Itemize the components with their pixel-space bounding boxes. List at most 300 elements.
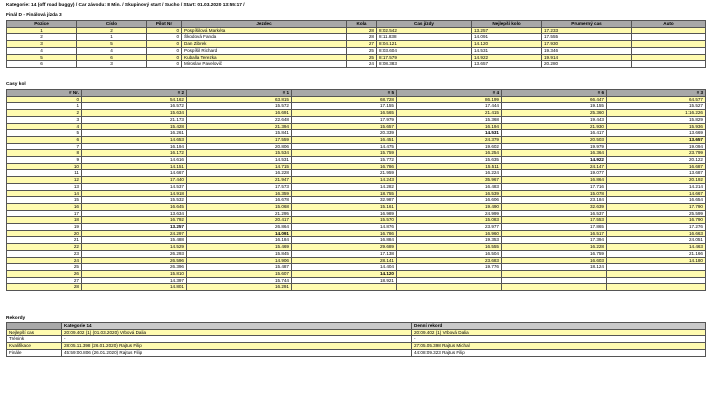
lap-time: 14.616	[82, 157, 187, 164]
final-col-header: Pozice	[7, 21, 77, 28]
lap-time: 24.147	[502, 163, 607, 170]
table-row	[7, 257, 706, 264]
lap-time: 14.715	[187, 163, 292, 170]
lap-time: 19.776	[397, 264, 502, 271]
table-row	[7, 103, 706, 110]
lap-time: 16.172	[82, 150, 187, 157]
laps-header-row	[7, 90, 706, 97]
final-cell: 28	[347, 34, 377, 41]
lap-time: 19.490	[397, 203, 502, 210]
table-row	[7, 210, 706, 217]
lap-number: 12	[7, 177, 82, 184]
final-cell: Škodová Fanda	[182, 34, 347, 41]
lap-time: 14.243	[292, 177, 397, 184]
lap-time: 16.483	[397, 183, 502, 190]
lap-time: 19.077	[502, 170, 607, 177]
table-row	[7, 123, 706, 130]
lap-time: 15.810	[82, 270, 187, 277]
lap-time: 16.864	[502, 177, 607, 184]
final-cell: 17.233	[542, 27, 632, 34]
lap-time: 13.687	[607, 170, 706, 177]
final-cell: 13.257	[472, 27, 542, 34]
final-cell: 24	[347, 61, 377, 68]
lap-time: 35.967	[397, 177, 502, 184]
table-row	[7, 61, 706, 68]
lap-time	[502, 277, 607, 284]
lap-time: 20.192	[607, 177, 706, 184]
lap-time: 15.936	[607, 123, 706, 130]
laps-col-header: # 6	[502, 90, 607, 97]
lap-number: 11	[7, 170, 82, 177]
lap-time: 15.527	[607, 103, 706, 110]
table-row	[7, 349, 706, 356]
table-row	[7, 110, 706, 117]
table-row	[7, 250, 706, 257]
final-cell: 19.914	[542, 54, 632, 61]
lap-time: 16.960	[397, 230, 502, 237]
lap-time: 19.602	[397, 143, 502, 150]
lap-time: 14.475	[292, 143, 397, 150]
lap-time: 32.639	[502, 203, 607, 210]
lap-time: 13.634	[82, 210, 187, 217]
lap-time: 17.865	[502, 224, 607, 231]
lap-time: 15.368	[397, 116, 502, 123]
record-value: -	[62, 336, 412, 343]
lap-time: 21.959	[292, 170, 397, 177]
final-cell: 0	[147, 54, 182, 61]
final-cell: 8:02.542	[377, 27, 472, 34]
final-cell: Pospíšilová Markéta	[182, 27, 347, 34]
lap-number: 4	[7, 123, 82, 130]
lap-time: 14.529	[82, 244, 187, 251]
lap-time: 24.379	[397, 136, 502, 143]
lap-time: 15.657	[292, 123, 397, 130]
lap-time: 16.759	[502, 250, 607, 257]
lap-time: 16.884	[292, 237, 397, 244]
lap-time: 23.184	[502, 197, 607, 204]
lap-time: 17.790	[607, 203, 706, 210]
lap-time: 24.999	[397, 210, 502, 217]
final-cell: 5	[7, 54, 77, 61]
lap-time: 15.078	[502, 190, 607, 197]
final-cell: 1	[77, 34, 147, 41]
lap-time	[502, 284, 607, 291]
lap-time: 64.577	[607, 96, 706, 103]
lap-time: 15.744	[187, 277, 292, 284]
lap-time: 24.297	[82, 230, 187, 237]
lap-time: 20.806	[187, 143, 292, 150]
lap-time: 16.645	[82, 203, 187, 210]
lap-time: 14.282	[292, 183, 397, 190]
final-col-header: Kola	[347, 21, 377, 28]
lap-number: 1	[7, 103, 82, 110]
lap-number: 7	[7, 143, 82, 150]
table-row	[7, 116, 706, 123]
lap-time: 16.786	[292, 163, 397, 170]
final-cell: 6	[7, 61, 77, 68]
table-row	[7, 264, 706, 271]
lap-time	[607, 284, 706, 291]
lap-times-table	[6, 89, 706, 291]
table-row	[7, 244, 706, 251]
lap-time: 13.257	[82, 224, 187, 231]
final-results-table	[6, 20, 706, 68]
final-header-row	[7, 21, 706, 28]
lap-time	[502, 270, 607, 277]
final-cell: 14.531	[472, 47, 542, 54]
final-cell: 8:11.838	[377, 34, 472, 41]
final-cell: 19.346	[542, 47, 632, 54]
lap-number: 20	[7, 230, 82, 237]
lap-number: 14	[7, 190, 82, 197]
table-row	[7, 177, 706, 184]
table-row	[7, 143, 706, 150]
lap-time: 18.124	[502, 264, 607, 271]
final-cell: 2	[7, 34, 77, 41]
table-row	[7, 224, 706, 231]
lap-time: 14.404	[292, 264, 397, 271]
final-col-header: Pilot Nr	[147, 21, 182, 28]
lap-time: 18.755	[292, 190, 397, 197]
records-title: Rekordy	[6, 316, 26, 321]
lap-time: 16.691	[187, 110, 292, 117]
lap-time: 13.657	[607, 136, 706, 143]
final-cell	[632, 47, 706, 54]
table-row	[7, 183, 706, 190]
lap-time: 26.864	[187, 224, 292, 231]
final-col-header: Nejlepší kolo	[472, 21, 542, 28]
final-cell: 20.280	[542, 61, 632, 68]
lap-number: 15	[7, 197, 82, 204]
final-cell: 8:17.579	[377, 54, 472, 61]
final-cell: 14.120	[472, 41, 542, 48]
lap-time	[607, 270, 706, 277]
final-cell	[632, 41, 706, 48]
final-cell: Kuballa Terezka	[182, 54, 347, 61]
lap-time: 21.930	[502, 123, 607, 130]
lap-time: 16.654	[607, 197, 706, 204]
lap-time: 16.603	[502, 257, 607, 264]
lap-time: 15.469	[187, 244, 292, 251]
lap-number: 26	[7, 270, 82, 277]
lap-time: 26.596	[82, 257, 187, 264]
final-cell: 17.555	[542, 34, 632, 41]
final-cell: 25	[347, 47, 377, 54]
lap-time: 54.162	[82, 96, 187, 103]
lap-time: 14.537	[82, 183, 187, 190]
lap-time: 15.161	[292, 203, 397, 210]
lap-time: 20.417	[187, 217, 292, 224]
lap-time: 15.829	[607, 116, 706, 123]
laps-col-header: # 3	[607, 90, 706, 97]
laps-col-header: # 1	[187, 90, 292, 97]
lap-time: 16.606	[397, 197, 502, 204]
lap-time: 16.194	[82, 143, 187, 150]
final-col-header: Císlo	[77, 21, 147, 28]
lap-time: 17.716	[502, 183, 607, 190]
lap-time: 17.394	[502, 237, 607, 244]
lap-time: 68.728	[292, 96, 397, 103]
table-row	[7, 329, 706, 336]
lap-time: 16.539	[397, 190, 502, 197]
records-header-row	[7, 323, 706, 330]
final-cell: 0	[147, 47, 182, 54]
lap-time: 18.921	[292, 277, 397, 284]
table-row	[7, 197, 706, 204]
lap-time: 17.155	[292, 103, 397, 110]
record-value: 45:59:00.806 (26.01.2020) Rajtus Filip	[62, 349, 412, 356]
lap-number: 9	[7, 157, 82, 164]
lap-time: 21.173	[82, 116, 187, 123]
lap-number: 28	[7, 284, 82, 291]
final-cell: 2	[77, 27, 147, 34]
table-row	[7, 203, 706, 210]
lap-time: 21.394	[187, 123, 292, 130]
table-row	[7, 343, 706, 350]
lap-time: 16.224	[397, 170, 502, 177]
lap-time	[607, 277, 706, 284]
lap-time: 14.801	[82, 284, 187, 291]
final-cell	[632, 34, 706, 41]
lap-number: 10	[7, 163, 82, 170]
laps-col-header: # 4	[397, 90, 502, 97]
table-row	[7, 170, 706, 177]
records-table	[6, 322, 706, 357]
lap-time: 19.443	[502, 116, 607, 123]
record-value: 27:05.05.398 Rajtus Michal	[412, 343, 706, 350]
records-col-header: Denní rekord	[412, 323, 706, 330]
lap-time: 15.083	[397, 217, 502, 224]
lap-time: 24.051	[607, 237, 706, 244]
final-cell: 0	[147, 61, 182, 68]
lap-time: 19.353	[397, 237, 502, 244]
lap-time: 15.572	[187, 103, 292, 110]
lap-time: 16.555	[397, 244, 502, 251]
lap-time: 17.444	[397, 103, 502, 110]
lap-time: 16.364	[502, 150, 607, 157]
lap-time: 16.291	[187, 284, 292, 291]
final-cell: 5	[77, 41, 147, 48]
lap-time: 14.120	[292, 270, 397, 277]
final-cell: 6	[77, 54, 147, 61]
lap-time: 28.141	[292, 257, 397, 264]
lap-time: 20.122	[607, 157, 706, 164]
lap-time: 16.184	[187, 237, 292, 244]
lap-time	[292, 284, 397, 291]
record-label: Finále	[7, 349, 62, 356]
table-row	[7, 27, 706, 34]
lap-number: 27	[7, 277, 82, 284]
lap-time: 23.683	[397, 257, 502, 264]
table-row	[7, 130, 706, 137]
lap-time: 21.415	[397, 110, 502, 117]
lap-time: 16.194	[397, 123, 502, 130]
lap-time: 1:16.226	[607, 110, 706, 117]
lap-number: 2	[7, 110, 82, 117]
lap-time: 15.635	[397, 157, 502, 164]
records-col-header	[7, 323, 62, 330]
table-row	[7, 284, 706, 291]
lap-number: 25	[7, 264, 82, 271]
lap-number: 23	[7, 250, 82, 257]
lap-time: 17.553	[502, 217, 607, 224]
lap-time: 16.504	[397, 250, 502, 257]
table-row	[7, 277, 706, 284]
record-label: Nejlepší cas	[7, 329, 62, 336]
lap-time: 14.922	[502, 157, 607, 164]
laps-col-header: # 2	[82, 90, 187, 97]
final-cell	[632, 54, 706, 61]
lap-time: 16.261	[82, 130, 187, 137]
lap-time: 21.295	[187, 210, 292, 217]
table-row	[7, 136, 706, 143]
final-col-header: Auto	[632, 21, 706, 28]
table-row	[7, 230, 706, 237]
records-col-header: Kategorie 14	[62, 323, 412, 330]
lap-time: 14.918	[82, 190, 187, 197]
lap-time: 14.667	[82, 170, 187, 177]
lap-time: 23.799	[607, 150, 706, 157]
final-col-header: Jezdec	[182, 21, 347, 28]
lap-time: 15.428	[82, 123, 187, 130]
lap-number: 16	[7, 203, 82, 210]
lap-time: 16.417	[502, 130, 607, 137]
final-col-header: Cas jízdy	[377, 21, 472, 28]
final-cell: 25	[347, 54, 377, 61]
record-value: 44:08:09.323 Rajtus Filip	[412, 349, 706, 356]
final-cell: 3	[7, 41, 77, 48]
lap-time: 16.786	[292, 230, 397, 237]
table-row	[7, 336, 706, 343]
lap-time: 14.151	[82, 163, 187, 170]
lap-number: 8	[7, 150, 82, 157]
lap-time	[397, 277, 502, 284]
lap-number: 13	[7, 183, 82, 190]
final-cell: 0	[147, 27, 182, 34]
lap-time: 15.845	[187, 250, 292, 257]
lap-time: 25.360	[502, 110, 607, 117]
final-col-header: Prumerný cas	[542, 21, 632, 28]
lap-time	[397, 270, 502, 277]
lap-time: 15.841	[187, 130, 292, 137]
lap-time: 16.790	[607, 217, 706, 224]
lap-time: 16.572	[82, 103, 187, 110]
lap-time: 26.293	[82, 250, 187, 257]
lap-time: 66.447	[502, 96, 607, 103]
lap-number: 3	[7, 116, 82, 123]
final-cell: 4	[7, 47, 77, 54]
record-value: 20:09.402 (1) Vrbová Dalia	[412, 329, 706, 336]
lap-time: 15.634	[82, 110, 187, 117]
lap-number: 6	[7, 136, 82, 143]
lap-time: 14.906	[187, 257, 292, 264]
final-cell: Dan Zibrek	[182, 41, 347, 48]
table-row	[7, 270, 706, 277]
laps-col-header: # Nr.	[7, 90, 82, 97]
lap-time: 19.979	[502, 143, 607, 150]
lap-time: 16.517	[502, 230, 607, 237]
lap-time: 19.155	[502, 103, 607, 110]
final-cell	[632, 61, 706, 68]
lap-time: 16.687	[607, 163, 706, 170]
final-cell: 28	[347, 27, 377, 34]
lap-number: 19	[7, 224, 82, 231]
lap-time: 19.094	[607, 143, 706, 150]
lap-number: 24	[7, 257, 82, 264]
lap-time: 15.487	[187, 264, 292, 271]
lap-time: 63.815	[187, 96, 292, 103]
lap-time: 17.138	[292, 250, 397, 257]
table-row	[7, 47, 706, 54]
table-row	[7, 34, 706, 41]
final-cell: 0	[147, 34, 182, 41]
lap-time: 14.397	[82, 277, 187, 284]
lap-time: 14.091	[187, 230, 292, 237]
final-cell: 27	[347, 41, 377, 48]
lap-time: 14.214	[607, 183, 706, 190]
lap-time: 14.463	[607, 244, 706, 251]
record-value: 20:09.402 (1) (01.03.2020) Vrbová Dalia	[62, 329, 412, 336]
lap-time: 14.653	[82, 136, 187, 143]
table-row	[7, 163, 706, 170]
record-label: Kvalifikace	[7, 343, 62, 350]
lap-number: 17	[7, 210, 82, 217]
final-cell: 13.657	[472, 61, 542, 68]
lap-time: 23.977	[397, 224, 502, 231]
lap-time: 14.531	[397, 130, 502, 137]
lap-number: 22	[7, 244, 82, 251]
lap-time: 16.678	[187, 197, 292, 204]
lap-time	[397, 284, 502, 291]
table-row	[7, 41, 706, 48]
final-cell: 3	[77, 61, 147, 68]
lap-time: 15.532	[82, 197, 187, 204]
lap-time: 14.180	[607, 257, 706, 264]
lap-time: 17.979	[292, 116, 397, 123]
lap-time: 26.396	[82, 264, 187, 271]
final-title: Finál D - Finálová jízda 3	[6, 13, 62, 18]
laps-title: Casy kol	[6, 82, 26, 87]
lap-time: 16.451	[292, 136, 397, 143]
lap-time: 17.573	[187, 183, 292, 190]
lap-time: 15.570	[292, 217, 397, 224]
lap-time: 21.947	[187, 177, 292, 184]
lap-number: 0	[7, 96, 82, 103]
lap-time: 16.792	[82, 217, 187, 224]
lap-time: 21.166	[607, 250, 706, 257]
lap-time: 16.228	[502, 244, 607, 251]
lap-time: 13.669	[607, 130, 706, 137]
lap-time: 15.607	[187, 270, 292, 277]
final-cell: 14.091	[472, 34, 542, 41]
lap-time: 15.759	[292, 150, 397, 157]
lap-time: 15.511	[397, 163, 502, 170]
lap-time: 16.254	[397, 150, 502, 157]
record-value: 28:05.11.398 (26.01.2020) Rajtus Filip	[62, 343, 412, 350]
table-row	[7, 190, 706, 197]
final-cell: 8:04.121	[377, 41, 472, 48]
final-cell	[632, 27, 706, 34]
table-row	[7, 96, 706, 103]
table-row	[7, 150, 706, 157]
lap-time	[607, 264, 706, 271]
lap-time: 16.228	[187, 170, 292, 177]
lap-time: 29.689	[292, 244, 397, 251]
lap-time: 16.565	[292, 110, 397, 117]
table-row	[7, 54, 706, 61]
lap-number: 5	[7, 130, 82, 137]
lap-time: 86.199	[397, 96, 502, 103]
